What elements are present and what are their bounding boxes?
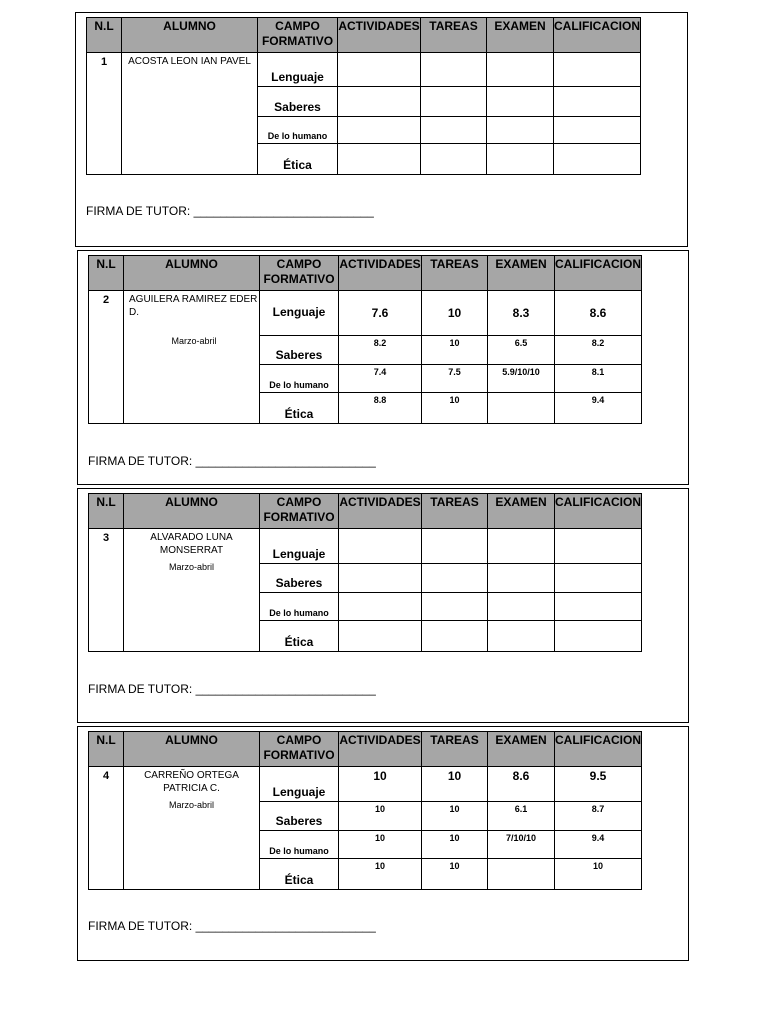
calificacion-cell xyxy=(555,529,642,564)
examen-cell: 5.9/10/10 xyxy=(488,365,555,393)
actividades-cell: 10 xyxy=(339,802,422,831)
student-cell xyxy=(122,53,258,175)
header-nl: N.L xyxy=(89,256,124,291)
grades-table-4 xyxy=(88,731,642,890)
examen-cell: 7/10/10 xyxy=(488,831,555,859)
tareas-cell xyxy=(422,621,488,652)
header-campo: CAMPO FORMATIVO xyxy=(258,18,338,53)
header-alumno: ALUMNO xyxy=(124,256,260,291)
header-examen: EXAMEN xyxy=(488,256,555,291)
student-name: CARREÑO ORTEGA PATRICIA C. xyxy=(144,770,239,794)
campo-lenguaje: Lenguaje xyxy=(260,291,339,336)
header-nl: N.L xyxy=(89,494,124,529)
tareas-cell: 10 xyxy=(422,767,488,802)
examen-cell xyxy=(488,393,555,424)
campo-saberes: Saberes xyxy=(260,336,339,365)
tareas-cell: 10 xyxy=(422,393,488,424)
header-alumno: ALUMNO xyxy=(124,732,260,767)
header-actividades: ACTIVIDADES xyxy=(339,256,422,291)
calificacion-cell: 8.6 xyxy=(555,291,642,336)
examen-cell: 8.3 xyxy=(488,291,555,336)
student-name: ALVARADO LUNA MONSERRAT xyxy=(150,532,233,556)
grades-table-1 xyxy=(86,17,641,175)
actividades-cell: 10 xyxy=(339,831,422,859)
firma-tutor: FIRMA DE TUTOR: ___________________________ xyxy=(88,919,376,933)
actividades-cell xyxy=(338,117,421,144)
header-campo: CAMPO FORMATIVO xyxy=(260,494,339,529)
header-examen: EXAMEN xyxy=(488,494,555,529)
tareas-cell xyxy=(421,144,487,175)
header-actividades: ACTIVIDADES xyxy=(339,494,422,529)
header-calificacion: CALIFICACION xyxy=(555,256,642,291)
campo-saberes: Saberes xyxy=(260,802,339,831)
campo-humano: De lo humano xyxy=(260,593,339,621)
header-nl: N.L xyxy=(89,732,124,767)
header-alumno: ALUMNO xyxy=(122,18,258,53)
actividades-cell: 10 xyxy=(339,859,422,890)
examen-cell xyxy=(488,859,555,890)
header-alumno: ALUMNO xyxy=(124,494,260,529)
header-tareas: TAREAS xyxy=(422,732,488,767)
examen-cell xyxy=(487,117,554,144)
calificacion-cell: 10 xyxy=(555,859,642,890)
header-row xyxy=(87,18,641,53)
campo-etica: Ética xyxy=(260,859,339,890)
campo-lenguaje: Lenguaje xyxy=(258,53,338,87)
calificacion-cell xyxy=(554,87,641,117)
calificacion-cell: 9.4 xyxy=(555,831,642,859)
calificacion-cell xyxy=(555,564,642,593)
examen-cell: 8.6 xyxy=(488,767,555,802)
grades-table-3 xyxy=(88,493,642,652)
examen-cell xyxy=(488,621,555,652)
table-row xyxy=(89,291,642,336)
tareas-cell xyxy=(421,53,487,87)
header-row xyxy=(89,732,642,767)
actividades-cell: 10 xyxy=(339,767,422,802)
header-tareas: TAREAS xyxy=(422,256,488,291)
student-name: AGUILERA RAMIREZ EDER D. xyxy=(129,294,258,318)
grades-table-2 xyxy=(88,255,642,424)
campo-humano: De lo humano xyxy=(260,831,339,859)
examen-cell: 6.1 xyxy=(488,802,555,831)
table-row xyxy=(89,767,642,802)
header-calificacion: CALIFICACION xyxy=(555,494,642,529)
actividades-cell xyxy=(339,621,422,652)
header-row xyxy=(89,256,642,291)
campo-etica: Ética xyxy=(260,621,339,652)
calificacion-cell: 8.7 xyxy=(555,802,642,831)
actividades-cell: 7.4 xyxy=(339,365,422,393)
examen-cell xyxy=(488,564,555,593)
firma-tutor: FIRMA DE TUTOR: ___________________________ xyxy=(88,454,376,468)
firma-tutor: FIRMA DE TUTOR: ___________________________ xyxy=(86,204,374,218)
examen-cell: 6.5 xyxy=(488,336,555,365)
examen-cell xyxy=(488,529,555,564)
tareas-cell xyxy=(422,564,488,593)
calificacion-cell: 9.4 xyxy=(555,393,642,424)
student-cell xyxy=(124,767,260,890)
header-actividades: ACTIVIDADES xyxy=(338,18,421,53)
header-tareas: TAREAS xyxy=(422,494,488,529)
student-number: 2 xyxy=(89,291,124,424)
tareas-cell xyxy=(422,529,488,564)
campo-saberes: Saberes xyxy=(258,87,338,117)
campo-lenguaje: Lenguaje xyxy=(260,529,339,564)
student-card-2 xyxy=(77,250,689,485)
student-name: ACOSTA LEON IAN PAVEL xyxy=(128,56,251,67)
header-calificacion: CALIFICACION xyxy=(554,18,641,53)
campo-humano: De lo humano xyxy=(258,117,338,144)
examen-cell xyxy=(488,593,555,621)
tareas-cell: 10 xyxy=(422,291,488,336)
student-number: 4 xyxy=(89,767,124,890)
calificacion-cell: 8.1 xyxy=(555,365,642,393)
student-cell xyxy=(124,529,260,652)
examen-cell xyxy=(487,53,554,87)
student-period: Marzo-abril xyxy=(171,336,217,346)
calificacion-cell xyxy=(554,144,641,175)
tareas-cell xyxy=(421,117,487,144)
campo-lenguaje: Lenguaje xyxy=(260,767,339,802)
calificacion-cell: 8.2 xyxy=(555,336,642,365)
firma-tutor: FIRMA DE TUTOR: ___________________________ xyxy=(88,682,376,696)
examen-cell xyxy=(487,144,554,175)
calificacion-cell xyxy=(554,117,641,144)
actividades-cell xyxy=(339,593,422,621)
tareas-cell: 10 xyxy=(422,802,488,831)
header-campo: CAMPO FORMATIVO xyxy=(260,732,339,767)
calificacion-cell xyxy=(554,53,641,87)
student-period: Marzo-abril xyxy=(168,800,214,810)
student-cell xyxy=(124,291,260,424)
actividades-cell xyxy=(338,87,421,117)
tareas-cell xyxy=(421,87,487,117)
actividades-cell xyxy=(338,53,421,87)
tareas-cell: 10 xyxy=(422,336,488,365)
examen-cell xyxy=(487,87,554,117)
student-period: Marzo-abril xyxy=(168,562,214,572)
student-card-3 xyxy=(77,488,689,723)
campo-saberes: Saberes xyxy=(260,564,339,593)
campo-etica: Ética xyxy=(260,393,339,424)
tareas-cell xyxy=(422,593,488,621)
campo-etica: Ética xyxy=(258,144,338,175)
actividades-cell: 8.2 xyxy=(339,336,422,365)
header-examen: EXAMEN xyxy=(488,732,555,767)
tareas-cell: 10 xyxy=(422,859,488,890)
student-card-4 xyxy=(77,726,689,961)
header-campo: CAMPO FORMATIVO xyxy=(260,256,339,291)
actividades-cell xyxy=(339,529,422,564)
header-tareas: TAREAS xyxy=(421,18,487,53)
table-row xyxy=(87,53,641,87)
student-number: 1 xyxy=(87,53,122,175)
calificacion-cell: 9.5 xyxy=(555,767,642,802)
header-row xyxy=(89,494,642,529)
tareas-cell: 10 xyxy=(422,831,488,859)
table-row xyxy=(89,529,642,564)
header-calificacion: CALIFICACION xyxy=(555,732,642,767)
student-card-1 xyxy=(75,12,688,247)
campo-humano: De lo humano xyxy=(260,365,339,393)
tareas-cell: 7.5 xyxy=(422,365,488,393)
student-number: 3 xyxy=(89,529,124,652)
actividades-cell: 7.6 xyxy=(339,291,422,336)
header-nl: N.L xyxy=(87,18,122,53)
actividades-cell: 8.8 xyxy=(339,393,422,424)
actividades-cell xyxy=(338,144,421,175)
calificacion-cell xyxy=(555,593,642,621)
actividades-cell xyxy=(339,564,422,593)
header-actividades: ACTIVIDADES xyxy=(339,732,422,767)
calificacion-cell xyxy=(555,621,642,652)
header-examen: EXAMEN xyxy=(487,18,554,53)
